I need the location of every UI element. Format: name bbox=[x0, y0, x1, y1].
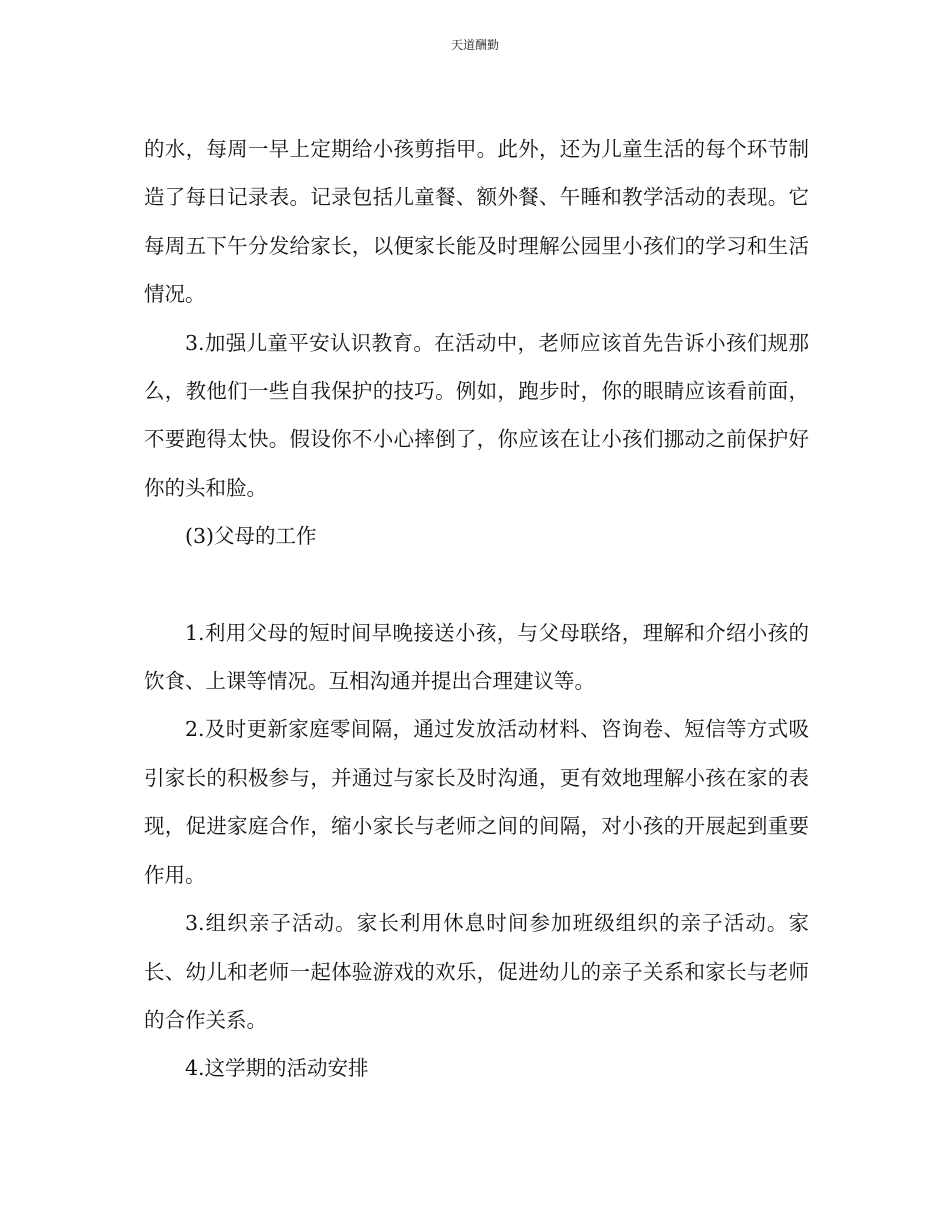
document-body bbox=[144, 125, 809, 1093]
paragraph-daily-care: 的水，每周一早上定期给小孩剪指甲。此外，还为儿童生活的每个环节制造了每日记录表。记录包括儿童餐、额外餐、午睡和教学活动的表现。它每周五下午分发给家长，以便家长能及时理解公园里小孩们的学习和生活情况。 bbox=[144, 137, 809, 307]
paragraph-parent-child-activities: 3.组织亲子活动。家长利用休息时间参加班级组织的亲子活动。家长、幼儿和老师一起体验游戏的欢乐，促进幼儿的亲子关系和家长与老师的合作关系。 bbox=[144, 911, 809, 1032]
paragraph-safety-education: 3.加强儿童平安认识教育。在活动中，老师应该首先告诉小孩们规那么，教他们一些自我保护的技巧。例如，跑步时，你的眼睛应该看前面，不要跑得太快。假设你不小心摔倒了，你应该在让小孩们挪动之前保护好你的头和脸。 bbox=[144, 330, 809, 500]
page-header: 天道酬勤 bbox=[450, 38, 499, 52]
paragraph-parent-contact: 1.利用父母的短时间早晚接送小孩，与父母联络，理解和介绍小孩的饮食、上课等情况。互相沟通并提出合理建议等。 bbox=[144, 620, 809, 694]
paragraph-family-communication: 2.及时更新家庭零间隔，通过发放活动材料、咨询卷、短信等方式吸引家长的积极参与，并通过与家长及时沟通，更有效地理解小孩在家的表现，促进家庭合作，缩小家长与老师之间的间隔，对小孩的开展起到重要作用。 bbox=[144, 717, 809, 887]
paragraph-semester-schedule: 4.这学期的活动安排 bbox=[185, 1056, 369, 1081]
section-heading-parents-work: (3)父母的工作 bbox=[185, 524, 317, 549]
blank-line bbox=[144, 561, 809, 609]
